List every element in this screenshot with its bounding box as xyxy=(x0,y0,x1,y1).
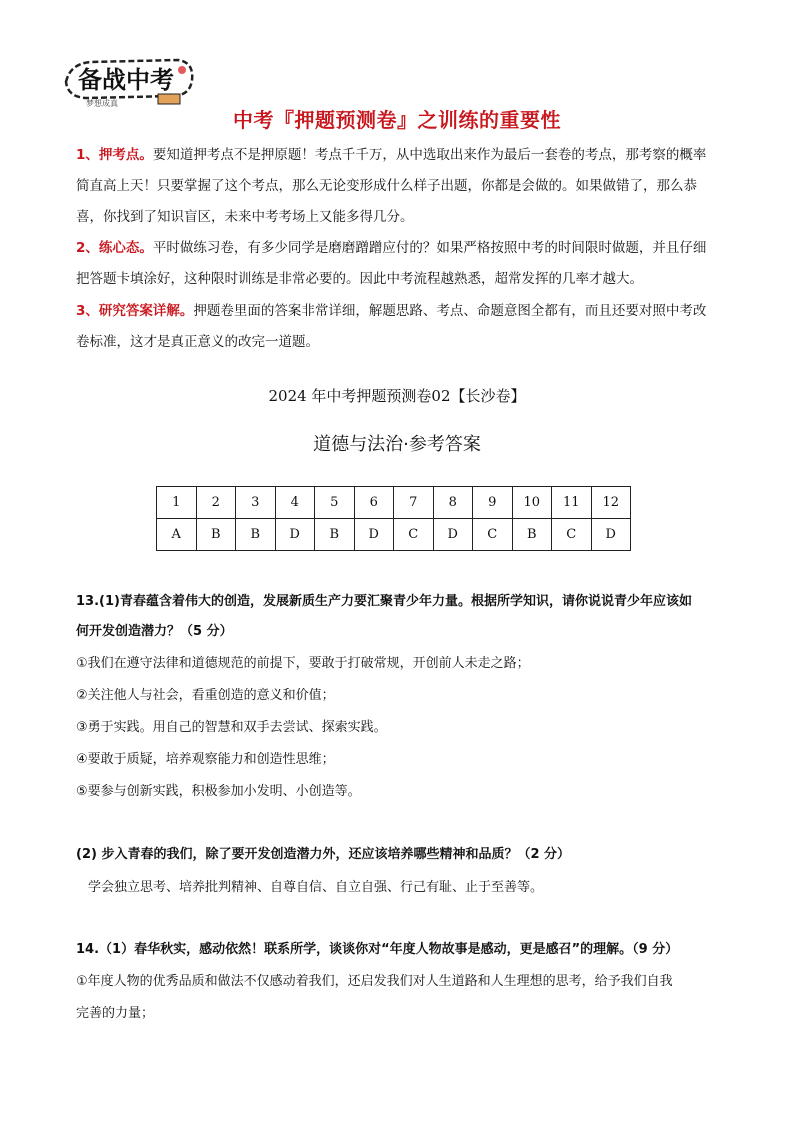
question-13-part-2-stem: (2) 步入青春的我们，除了要开发创造潜力外，还应该培养哪些精神和品质？（2 分） xyxy=(76,847,571,862)
question-number-cell: 6 xyxy=(354,487,394,519)
answer-cell: D xyxy=(275,519,315,551)
question-number-cell: 7 xyxy=(394,487,434,519)
question-number-cell: 4 xyxy=(275,487,315,519)
question-13 xyxy=(76,587,726,807)
intro-point-1-line-1: 要知道押考点不是押原题！考点千千万，从中选取出来作为最后一套卷的考点，那考察的概率 xyxy=(152,147,707,163)
question-13-part-2 xyxy=(76,840,726,903)
intro-point-1 xyxy=(76,140,726,233)
question-13-stem-line-2: 何开发创造潜力？（5 分） xyxy=(76,624,233,639)
logo-subtext: 梦想成真 xyxy=(86,99,118,108)
question-14-stem: 14.（1）春华秋实，感动依然！联系所学，谈谈你对“年度人物故事是感动，更是感召”的理解。（9 分） xyxy=(76,942,679,957)
intro-point-3 xyxy=(76,296,726,358)
question-13-point-3: ③勇于实践。用自己的智慧和双手去尝试、探索实践。 xyxy=(76,720,387,735)
answer-cell: D xyxy=(591,519,631,551)
answer-cell: A xyxy=(157,519,197,551)
intro-point-1-head: 1、押考点。 xyxy=(76,147,153,163)
question-number-cell: 1 xyxy=(157,487,197,519)
answer-table-answer-row xyxy=(157,519,631,551)
question-13-point-1: ①我们在遵守法律和道德规范的前提下，要敢于打破常规，开创前人未走之路； xyxy=(76,656,530,671)
answer-table xyxy=(156,486,631,551)
subject-title: 道德与法治·参考答案 xyxy=(313,434,481,455)
answer-cell: B xyxy=(512,519,552,551)
question-number-cell: 8 xyxy=(433,487,473,519)
answer-cell: B xyxy=(315,519,355,551)
question-13-part-2-answer: 学会独立思考、培养批判精神、自尊自信、自立自强、行己有耻、止于至善等。 xyxy=(88,880,544,895)
answer-cell: D xyxy=(354,519,394,551)
question-number-cell: 3 xyxy=(236,487,276,519)
question-13-point-5: ⑤要参与创新实践，积极参加小发明、小创造等。 xyxy=(76,784,361,799)
answer-cell: C xyxy=(473,519,513,551)
intro-point-3-line-2: 卷标准，这才是真正意义的改完一道题。 xyxy=(76,334,319,350)
question-number-cell: 5 xyxy=(315,487,355,519)
question-14 xyxy=(76,935,726,1029)
intro-point-2 xyxy=(76,233,726,295)
intro-point-1-line-2: 简直高上天！只要掌握了这个考点，那么无论变形成什么样子出题，你都是会做的。如果做错了，那么恭 xyxy=(76,178,697,194)
question-number-cell: 11 xyxy=(552,487,592,519)
intro-point-1-line-3: 喜，你找到了知识盲区，未来中考考场上又能多得几分。 xyxy=(76,209,414,225)
answer-cell: C xyxy=(552,519,592,551)
question-number-cell: 2 xyxy=(196,487,236,519)
question-13-stem-line-1: 13.(1)青春蕴含着伟大的创造，发展新质生产力要汇聚青少年力量。根据所学知识，请你说说青少年应该如 xyxy=(76,594,692,609)
banner-title: 中考『押题预测卷』之训练的重要性 xyxy=(233,108,561,132)
question-number-cell: 9 xyxy=(473,487,513,519)
answer-cell: B xyxy=(196,519,236,551)
brand-logo xyxy=(60,52,200,110)
intro-point-3-line-1: 押题卷里面的答案非常详细，解题思路、考点、命题意图全都有，而且还要对照中考改 xyxy=(193,303,707,319)
answer-cell: C xyxy=(394,519,434,551)
question-14-line-2: 完善的力量； xyxy=(76,1006,155,1021)
question-14-line-1: ①年度人物的优秀品质和做法不仅感动着我们，还启发我们对人生道路和人生理想的思考，给予我们自我 xyxy=(76,974,673,989)
question-number-cell: 10 xyxy=(512,487,552,519)
answer-table-number-row xyxy=(157,487,631,519)
question-number-cell: 12 xyxy=(591,487,631,519)
intro-point-2-line-1: 平时做练习卷，有多少同学是磨磨蹭蹭应付的？如果严格按照中考的时间限时做题，并且仔细 xyxy=(152,240,707,256)
intro-point-2-line-2: 把答题卡填涂好，这种限时训练是非常必要的。因此中考流程越熟悉，超常发挥的几率才越大。 xyxy=(76,271,643,287)
intro-point-2-head: 2、练心态。 xyxy=(76,240,153,256)
logo-text: 备战中考 xyxy=(78,66,174,94)
answer-cell: D xyxy=(433,519,473,551)
question-13-point-2: ②关注他人与社会，看重创造的意义和价值； xyxy=(76,688,335,703)
question-13-point-4: ④要敢于质疑，培养观察能力和创造性思维； xyxy=(76,752,335,767)
exam-title: 2024 年中考押题预测卷02【长沙卷】 xyxy=(268,387,526,405)
answer-cell: B xyxy=(236,519,276,551)
intro-point-3-head: 3、研究答案详解。 xyxy=(76,303,194,319)
